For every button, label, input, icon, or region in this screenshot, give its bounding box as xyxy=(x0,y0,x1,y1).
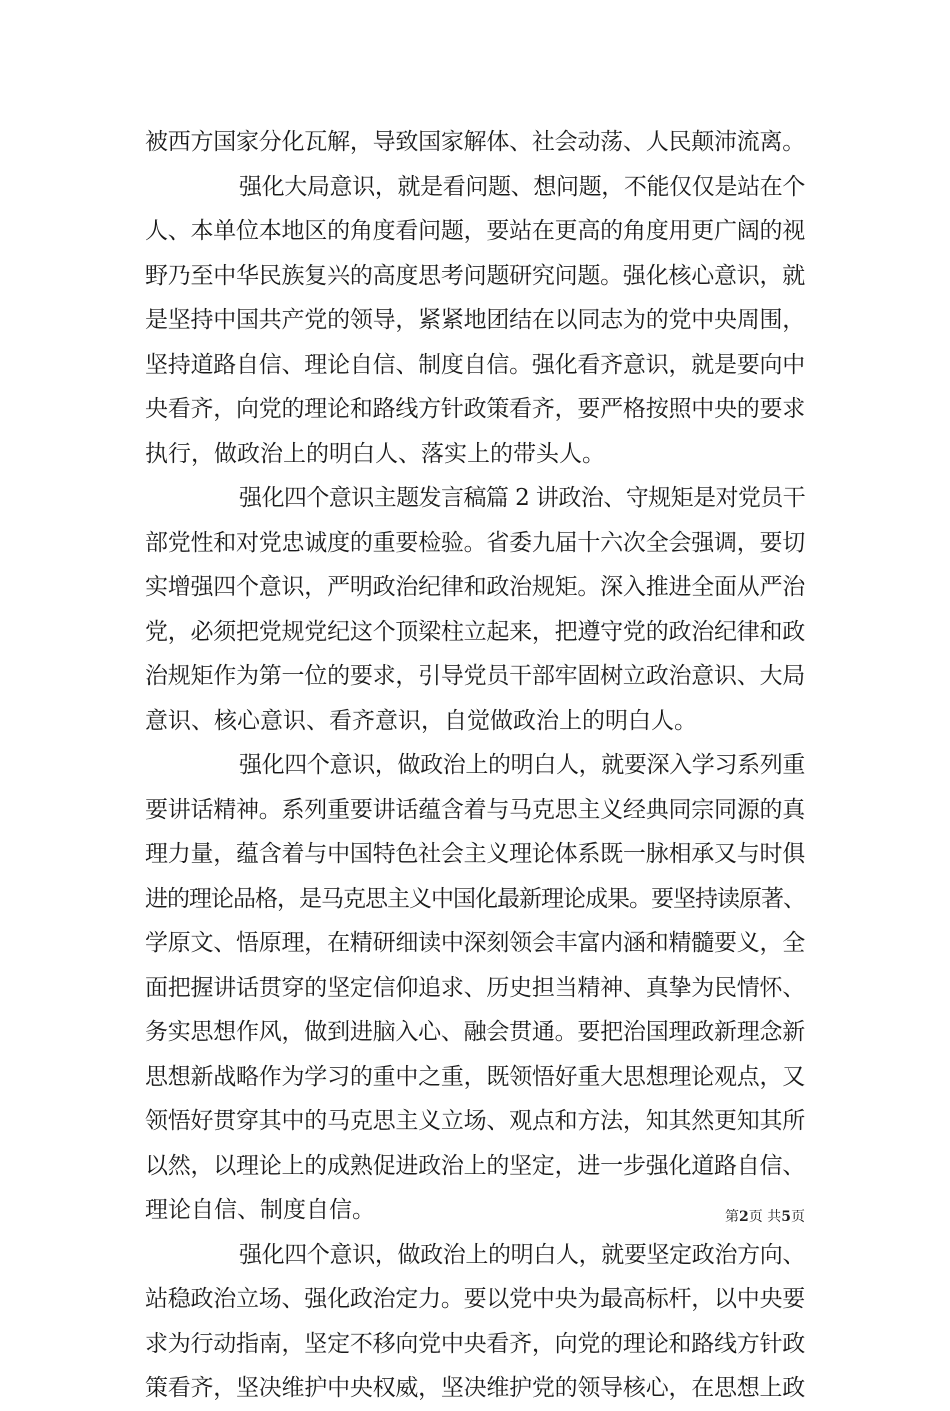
text-line: 坚持道路自信、理论自信、制度自信。强化看齐意识，就是要向中 xyxy=(145,351,805,378)
text-line: 是坚持中国共产党的领导，紧紧地团结在以同志为的党中央周围， xyxy=(145,307,805,333)
text-line: 思想新战略作为学习的重中之重，既领悟好重大思想理论观点，又 xyxy=(145,1063,805,1090)
text-line: 强化四个意识，做政治上的明白人，就要坚定政治方向、 xyxy=(239,1241,806,1268)
paragraph xyxy=(145,476,805,743)
text-line: 站稳政治立场、强化政治定力。要以党中央为最高标杆，以中央要 xyxy=(145,1286,805,1312)
text-line: 意识、核心意识、看齐意识，自觉做政治上的明白人。 xyxy=(145,707,697,734)
text-line: 面把握讲话贯穿的坚定信仰追求、历史担当精神、真挚为民情怀、 xyxy=(145,974,805,1001)
document-body xyxy=(145,120,805,1411)
footer-suffix: 页 xyxy=(791,1209,805,1225)
page-footer xyxy=(725,1206,805,1226)
text-line: 求为行动指南，坚定不移向党中央看齐，向党的理论和路线方针政 xyxy=(145,1330,805,1357)
text-line: 治规矩作为第一位的要求，引导党员干部牢固树立政治意识、大局 xyxy=(145,663,805,689)
current-page-number: 2 xyxy=(739,1209,749,1225)
text-line: 理力量，蕴含着与中国特色社会主义理论体系既一脉相承又与时俱 xyxy=(145,841,805,867)
paragraph xyxy=(145,743,805,1233)
text-line: 央看齐，向党的理论和路线方针政策看齐，要严格按照中央的要求 xyxy=(145,396,805,422)
text-line: 务实思想作风，做到进脑入心、融会贯通。要把治国理政新理念新 xyxy=(145,1019,805,1045)
text-line: 被西方国家分化瓦解，导致国家解体、社会动荡、人民颠沛流离。 xyxy=(145,129,805,155)
text-line: 人、本单位本地区的角度看问题，要站在更高的角度用更广阔的视 xyxy=(145,218,805,244)
text-line: 要讲话精神。系列重要讲话蕴含着与马克思主义经典同宗同源的真 xyxy=(145,796,805,823)
text-line: 学原文、悟原理，在精研细读中深刻领会丰富内涵和精髓要义，全 xyxy=(145,930,805,956)
text-line: 强化四个意识，做政治上的明白人，就要深入学习系列重 xyxy=(239,752,806,778)
text-line: 进的理论品格，是马克思主义中国化最新理论成果。要坚持读原著、 xyxy=(145,885,805,912)
paragraph xyxy=(145,120,805,165)
text-line: 领悟好贯穿其中的马克思主义立场、观点和方法，知其然更知其所 xyxy=(145,1108,805,1134)
footer-prefix: 第 xyxy=(725,1209,740,1225)
text-line: 野乃至中华民族复兴的高度思考问题研究问题。强化核心意识，就 xyxy=(145,262,805,289)
footer-middle: 页 共 xyxy=(748,1209,782,1225)
text-line: 部党性和对党忠诚度的重要检验。省委九届十六次全会强调，要切 xyxy=(145,529,805,556)
text-line: 强化四个意识主题发言稿篇 2 讲政治、守规矩是对党员干 xyxy=(239,485,806,511)
text-line: 执行，做政治上的明白人、落实上的带头人。 xyxy=(145,440,605,467)
text-line: 实增强四个意识，严明政治纪律和政治规矩。深入推进全面从严治 xyxy=(145,574,805,600)
text-line: 强化大局意识，就是看问题、想问题，不能仅仅是站在个 xyxy=(239,173,806,200)
paragraph xyxy=(145,1233,805,1411)
text-line: 理论自信、制度自信。 xyxy=(145,1197,375,1223)
paragraph xyxy=(145,165,805,477)
text-line: 策看齐，坚决维护中央权威，坚决维护党的领导核心，在思想上政 xyxy=(145,1375,805,1401)
text-line: 以然，以理论上的成熟促进政治上的坚定，进一步强化道路自信、 xyxy=(145,1152,805,1179)
total-page-number: 5 xyxy=(781,1209,791,1225)
text-line: 党，必须把党规党纪这个顶梁柱立起来，把遵守党的政治纪律和政 xyxy=(145,618,805,645)
